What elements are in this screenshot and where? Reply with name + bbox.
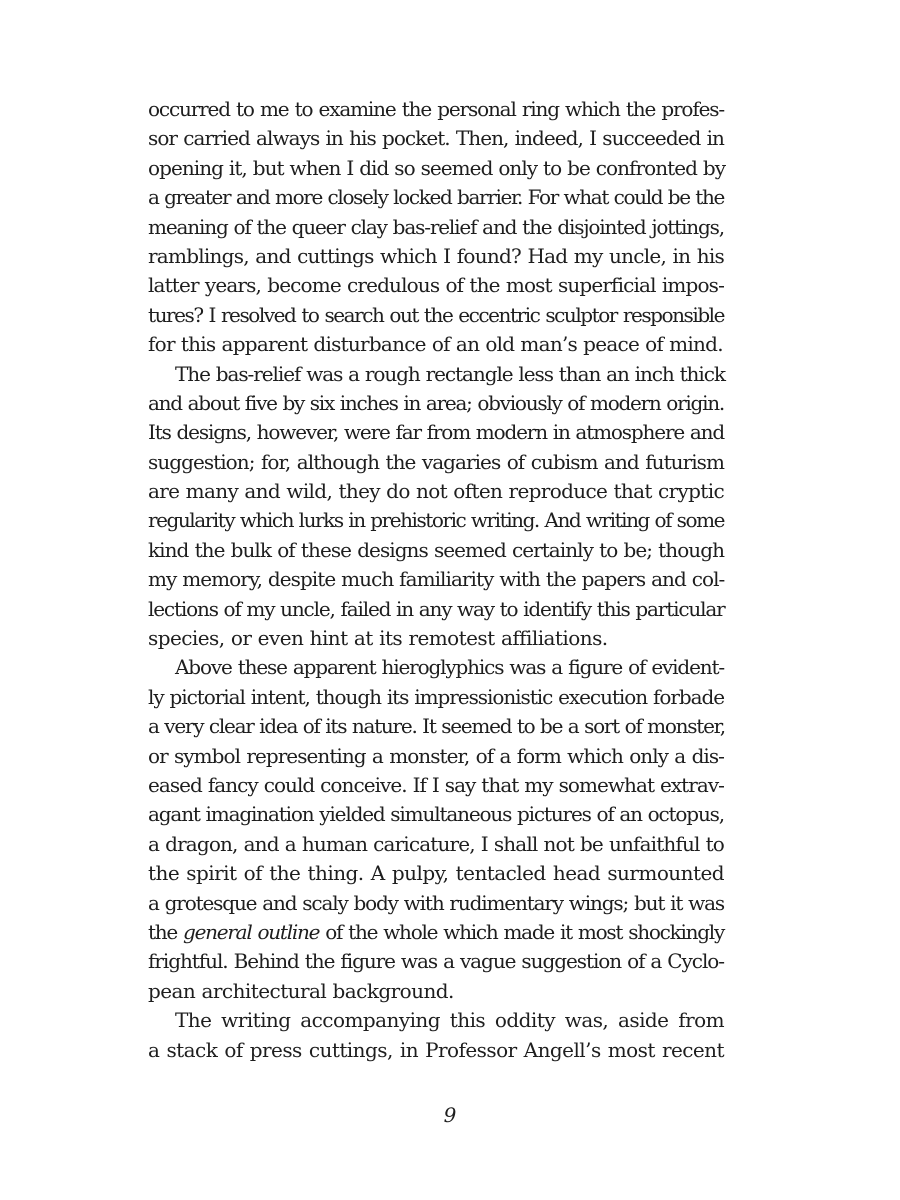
text-line: a greater and more closely locked barrier. For what could be the (148, 185, 724, 210)
text-line: sor carried always in his pocket. Then, indeed, I succeeded in (148, 126, 724, 151)
text-line: agant imagination yielded simultaneous pictures of an octopus, (148, 802, 724, 827)
paragraph-4 (148, 1006, 724, 1065)
text-line: eased fancy could conceive. If I say that my somewhat extrav- (148, 772, 724, 797)
text-line: the spirit of the thing. A pulpy, tentacled head surmounted (148, 861, 724, 886)
text-line: my memory, despite much familiarity with the papers and col- (148, 567, 725, 592)
text-line: The writing accompanying this oddity was, aside from (175, 1008, 724, 1033)
text-line: a stack of press cuttings, in Professor Angell’s most recent (148, 1037, 724, 1062)
text-line: pean architectural background. (148, 978, 454, 1003)
text-line: species, or even hint at its remotest affiliations. (148, 626, 608, 651)
text-line: lections of my uncle, failed in any way to identify this particular (148, 596, 725, 621)
text-line: Above these apparent hieroglyphics was a figure of evident- (175, 655, 724, 680)
text-line: latter years, become credulous of the most superficial impos- (148, 273, 724, 298)
text-line: and about five by six inches in area; obviously of modern origin. (148, 390, 724, 415)
italic-phrase: general outline (183, 919, 320, 944)
text-line: a very clear idea of its nature. It seemed to be a sort of monster, (148, 714, 725, 739)
paragraph-2 (148, 360, 724, 654)
text-run: of the whole which made it most shockingly (319, 919, 725, 944)
text-line: meaning of the queer clay bas-relief and the disjointed jottings, (148, 214, 724, 239)
text-run: the (148, 919, 184, 944)
text-line: a grotesque and scaly body with rudimentary wings; but it was (148, 890, 724, 915)
text-line: for this apparent disturbance of an old man’s peace of mind. (148, 332, 723, 357)
text-line: opening it, but when I did so seemed only to be confronted by (148, 155, 726, 180)
text-line: suggestion; for, although the vagaries of cubism and futurism (148, 449, 724, 474)
text-line: a dragon, and a human caricature, I shall not be unfaithful to (148, 831, 724, 856)
text-line: The bas-relief was a rough rectangle less than an inch thick (175, 361, 725, 386)
text-line: occurred to me to examine the personal ring which the profes- (148, 97, 724, 121)
text-line: regularity which lurks in prehistoric writing. And writing of some (148, 508, 724, 533)
text-line: frightful. Behind the figure was a vague suggestion of a Cyclo- (148, 949, 724, 974)
paragraph-3 (148, 653, 724, 1006)
text-line: ly pictorial intent, though its impressionistic execution forbade (148, 684, 724, 709)
paragraph-1 (148, 95, 724, 360)
text-line: tures? I resolved to search out the eccentric sculptor responsible (148, 302, 724, 327)
text-line: ramblings, and cuttings which I found? Had my uncle, in his (148, 243, 724, 268)
text-block (148, 95, 724, 1065)
page-number: 9 (443, 1103, 457, 1127)
text-line: Its designs, however, were far from modern in atmosphere and (148, 420, 724, 445)
text-line: kind the bulk of these designs seemed certainly to be; though (148, 537, 724, 562)
text-line: or symbol representing a monster, of a form which only a dis- (148, 743, 724, 768)
text-line-emphasis (148, 918, 724, 947)
text-line: are many and wild, they do not often reproduce that cryptic (148, 479, 724, 504)
